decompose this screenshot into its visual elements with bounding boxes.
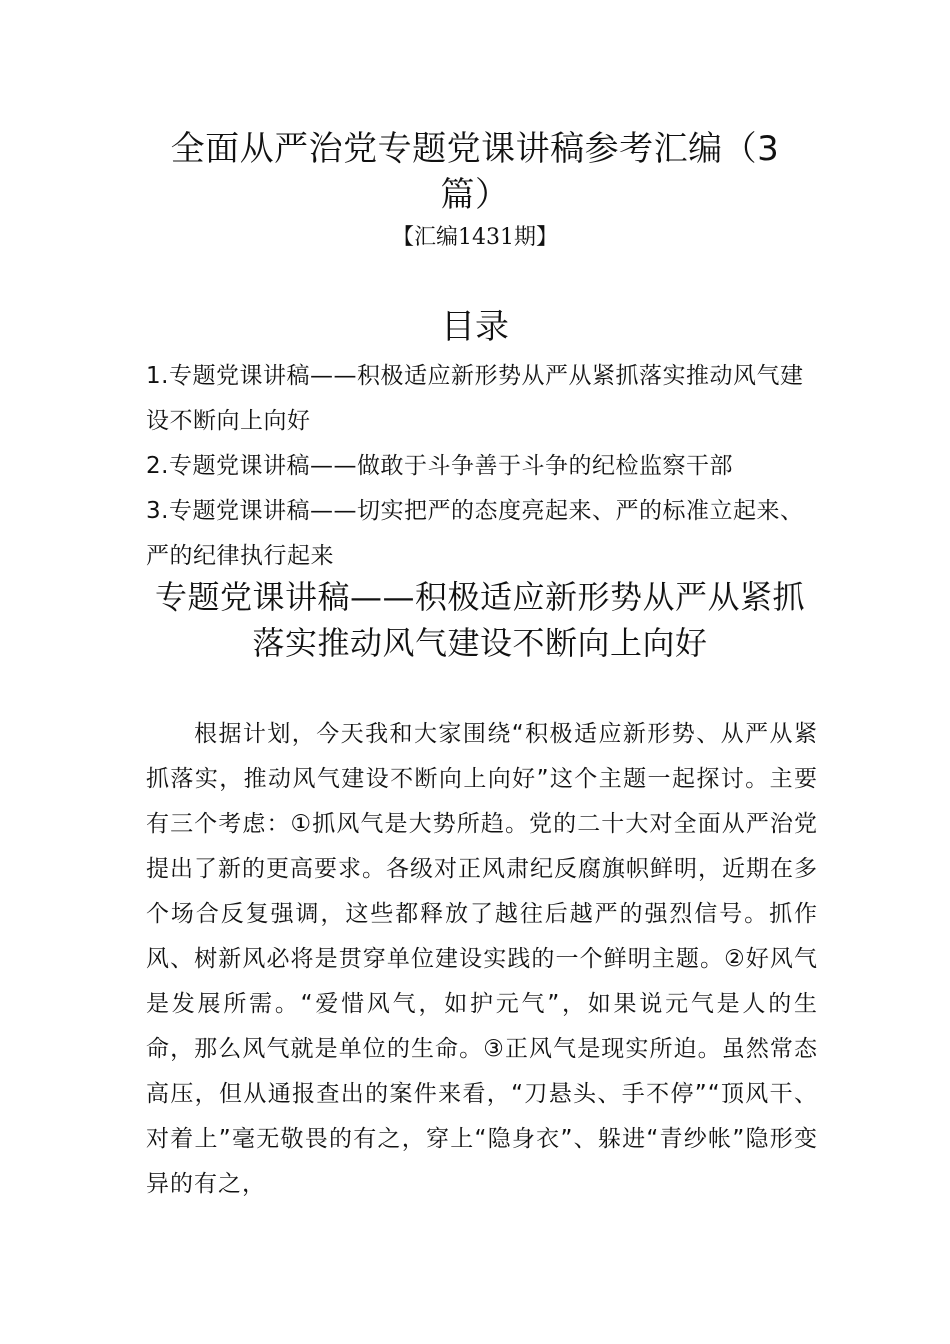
section-title: 专题党课讲稿——积极适应新形势从严从紧抓落实推动风气建设不断向上向好 xyxy=(154,578,805,662)
document-title: 全面从严治党专题党课讲稿参考汇编（3篇） xyxy=(170,129,780,215)
toc-heading: 目录 xyxy=(441,307,509,347)
document-issue-number: 【汇编1431期】 xyxy=(392,225,558,250)
toc-item-2: 2.专题党课讲稿——做敢于斗争善于斗争的纪检监察干部 xyxy=(146,453,733,479)
body-paragraph: 根据计划，今天我和大家围绕“积极适应新形势、从严从紧抓落实，推动风气建设不断向上向好”这个主题一起探讨。主要有三个考虑：①抓风气是大势所趋。党的二十大对全面从严治党提出了新的更高要求。各级对正风肃纪反腐旗帜鲜明，近期在多个场合反复强调，这些都释放了越往后越严的强烈信号。抓作风、树新风必将是贯穿单位建设实践的一个鲜明主题。②好风气是发展所需。“爱惜风气，如护元气”，如果说元气是人的生命，那么风气就是单位的生命。③正风气是现实所迫。虽然常态高压，但从通报查出的案件来看，“刀悬头、手不停”“顶风干、对着上”毫无敬畏的有之，穿上“隐身衣”、躲进“青纱帐”隐形变异的有之， xyxy=(146,721,818,1197)
table-of-contents xyxy=(146,354,816,579)
toc-item-1: 1.专题党课讲稿——积极适应新形势从严从紧抓落实推动风气建设不断向上向好 xyxy=(146,363,804,434)
toc-item-3: 3.专题党课讲稿——切实把严的态度亮起来、严的标准立起来、严的纪律执行起来 xyxy=(146,498,804,569)
